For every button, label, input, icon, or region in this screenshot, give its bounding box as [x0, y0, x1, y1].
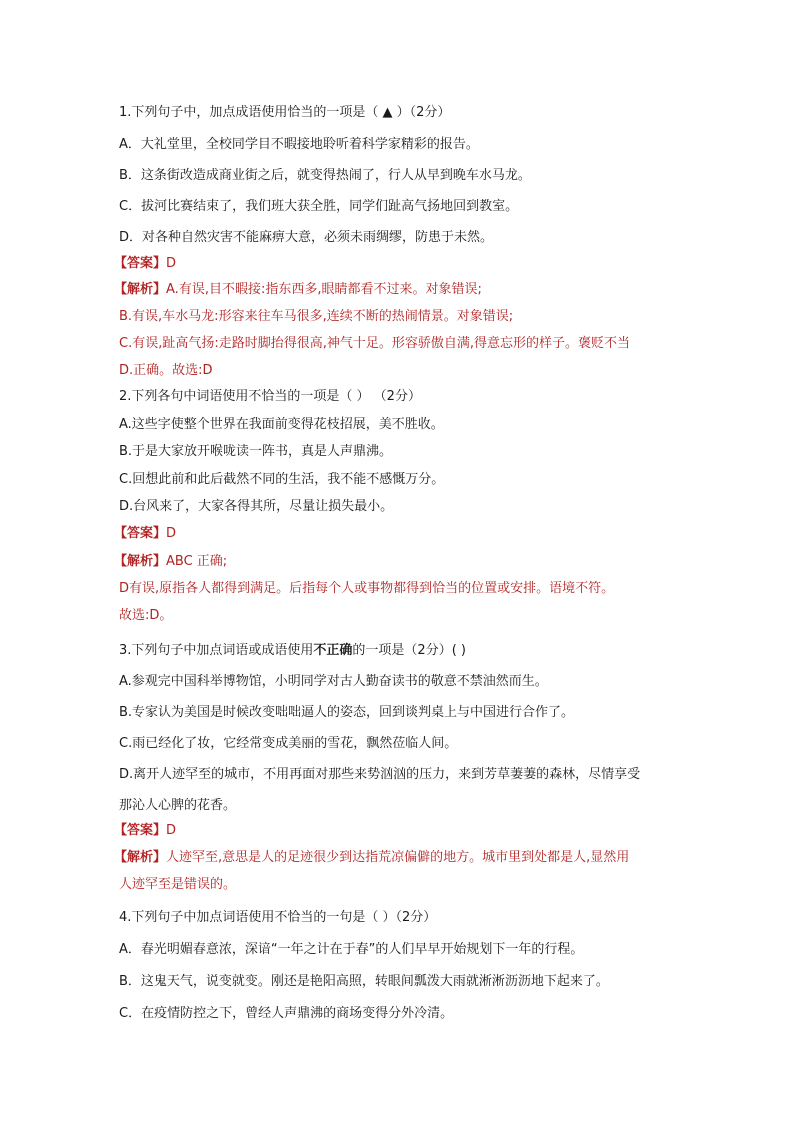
q1-option-a: A．大礼堂里，全校同学目不暇接地聆听着科学家精彩的报告。 [119, 137, 479, 152]
q2-analysis-line: 故选:D。 [119, 608, 173, 623]
q2-option-a: A.这些字使整个世界在我面前变得花枝招展，美不胜收。 [119, 417, 444, 432]
answer-tag: 【答案】 [114, 823, 167, 838]
answer-value: D [166, 823, 177, 838]
analysis-tag: 【解析】 [114, 282, 167, 297]
q1-analysis [114, 281, 482, 299]
q2-analysis-line: D有误,原指各人都得到满足。后指每个人或事物都得到恰当的位置或安排。语境不符。 [119, 581, 615, 596]
q3-option-d: D.离开人迹罕至的城市，不用再面对那些来势汹汹的压力，来到芳草萋萋的森林，尽情享受 [119, 767, 641, 782]
q4-option-c: C．在疫情防控之下，曾经人声鼎沸的商场变得分外冷清。 [119, 1006, 454, 1021]
analysis-text: A.有误,目不暇接:指东西多,眼睛都看不过来。对象错误; [166, 282, 482, 297]
q3-option-b: B.专家认为美国是时候改变咄咄逼人的姿态，回到谈判桌上与中国进行合作了。 [119, 705, 575, 720]
q1-option-b: B．这条街改造成商业街之后，就变得热闹了，行人从早到晚车水马龙。 [119, 168, 531, 183]
q1-analysis-line: B.有误,车水马龙:形容来往车马很多,连续不断的热闹情景。对象错误; [119, 309, 514, 324]
analysis-text: 人迹罕至,意思是人的足迹很少到达指荒凉偏僻的地方。城市里到处都是人,显然用 [166, 850, 630, 865]
q3-analysis-line: 人迹罕至是错误的。 [119, 877, 237, 892]
q4-option-a: A．春光明媚春意浓，深谙“一年之计在于春”的人们早早开始规划下一年的行程。 [119, 942, 584, 957]
answer-value: D [166, 256, 177, 271]
q2-option-c: C.回想此前和此后截然不同的生活，我不能不感慨万分。 [119, 472, 445, 487]
q3-option-a: A.参观完中国科举博物馆，小明同学对古人勤奋读书的敬意不禁油然而生。 [119, 674, 548, 689]
analysis-tag: 【解析】 [114, 850, 167, 865]
q2-analysis [114, 553, 227, 571]
q1-option-c: C．拔河比赛结束了，我们班大获全胜，同学们趾高气扬地回到教室。 [119, 199, 519, 214]
q1-analysis-line: C.有误,趾高气扬:走路时脚抬得很高,神气十足。形容骄傲自满,得意忘形的样子。褒贬不当 [119, 336, 630, 351]
q3-stem [119, 642, 466, 660]
q2-stem: 2.下列各句中词语使用不恰当的一项是（ ） （2分） [119, 389, 421, 404]
analysis-tag: 【解析】 [114, 554, 167, 569]
answer-tag: 【答案】 [114, 256, 167, 271]
q4-stem: 4.下列句子中加点词语使用不恰当的一句是（ ）（2分） [119, 910, 437, 925]
q3-stem-emphasis: 不正确 [313, 643, 353, 658]
q1-analysis-line: D.正确。故选:D [119, 363, 213, 378]
answer-tag: 【答案】 [114, 526, 167, 541]
q2-option-d: D.台风来了，大家各得其所，尽量让损失最小。 [119, 499, 394, 514]
q3-option-c: C.雨已经化了妆，它经常变成美丽的雪花，飘然莅临人间。 [119, 736, 458, 751]
q3-stem-pre: 3.下列句子中加点词语或成语使用 [119, 643, 314, 658]
q3-analysis [114, 849, 629, 867]
q2-option-b: B.于是大家放开喉咙读一阵书，真是人声鼎沸。 [119, 444, 393, 459]
q3-answer [114, 822, 176, 840]
q1-answer [114, 255, 176, 273]
q3-stem-post: 的一项是（2分）( ) [352, 643, 466, 658]
q2-answer [114, 525, 176, 543]
q1-stem: 1.下列句子中，加点成语使用恰当的一项是（ ▲ ）（2分） [119, 105, 451, 120]
q3-option-d-cont: 那沁人心脾的花香。 [119, 798, 237, 813]
answer-value: D [166, 526, 177, 541]
q1-option-d: D．对各种自然灾害不能麻痹大意，必须未雨绸缪，防患于未然。 [119, 230, 494, 245]
q4-option-b: B．这鬼天气，说变就变。刚还是艳阳高照，转眼间瓢泼大雨就淅淅沥沥地下起来了。 [119, 974, 609, 989]
analysis-text: ABC 正确; [166, 554, 228, 569]
